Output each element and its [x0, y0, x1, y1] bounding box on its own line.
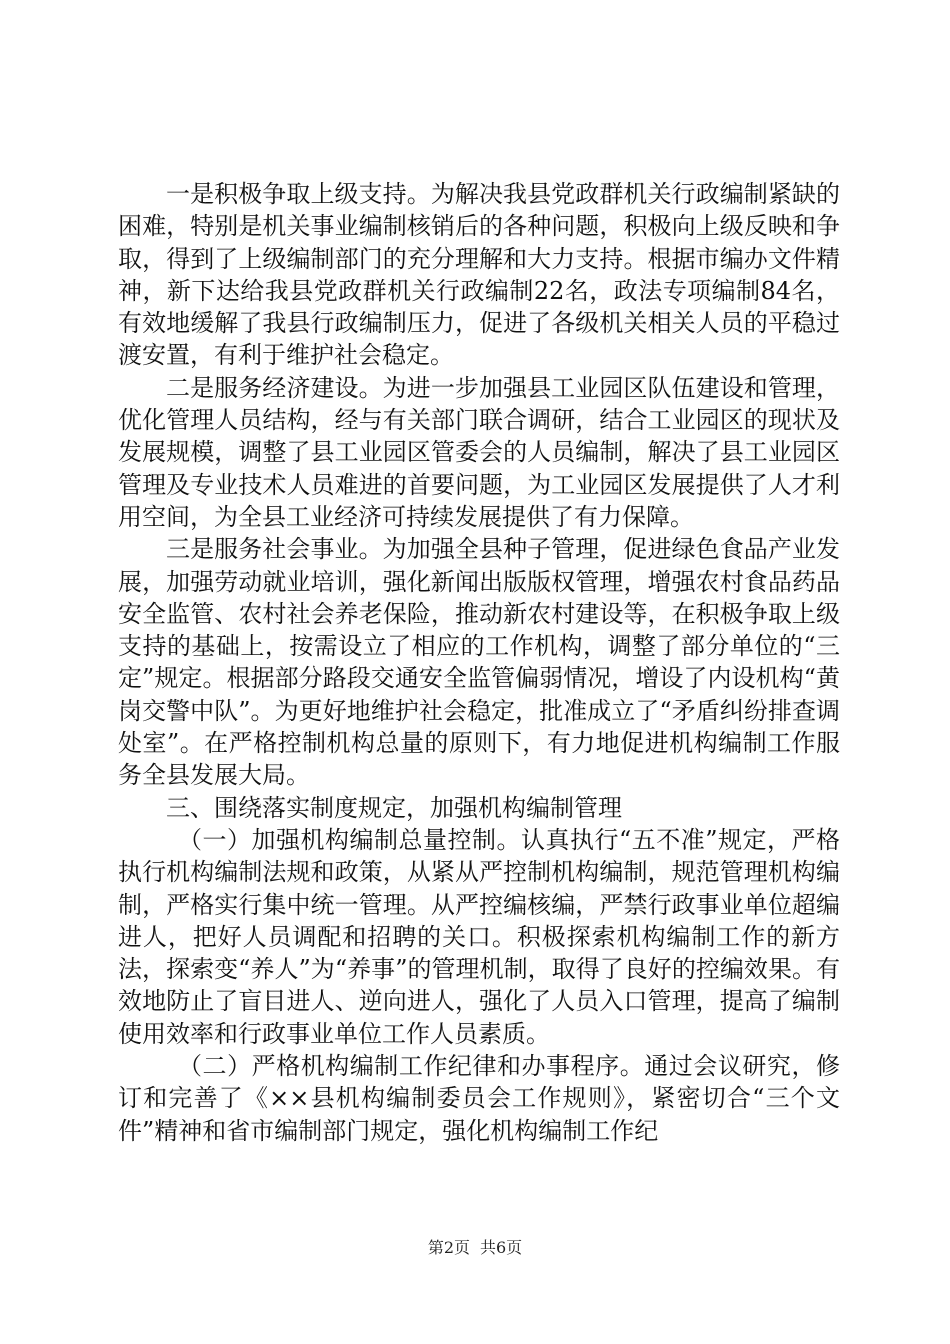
paragraph-social-affairs: 三是服务社会事业。为加强全县种子管理，促进绿色食品产业发展，加强劳动就业培训，强化新闻出版版权管理，增强农村食品药品安全监管、农村社会养老保险，推动新农村建设等，在积极争取上级支持的基础上，按需设立了相应的工作机构，调整了部分单位的“三定”规定。根据部分路段交通安全监管偏弱情况，增设了内设机构“黄岗交警中队”。为更好地维护社会稳定，批准成立了“矛盾纠纷排查调处室”。在严格控制机构总量的原则下，有力地促进机构编制工作服务全县发展大局。 — [118, 535, 840, 790]
paragraph-total-control: （一）加强机构编制总量控制。认真执行“五不准”规定，严格执行机构编制法规和政策，从紧从严控制机构编制，规范管理机构编制，严格实行集中统一管理。从严控编核编，严禁行政事业单位超编进人，把好人员调配和招聘的关口。积极探索机构编制工作的新方法，探索变“养人”为“养事”的管理机制，取得了良好的控编效果。有效地防止了盲目进人、逆向进人，强化了人员入口管理，提高了编制使用效率和行政事业单位工作人员素质。 — [118, 825, 840, 1048]
paragraph-economic-construction: 二是服务经济建设。为进一步加强县工业园区队伍建设和管理，优化管理人员结构，经与有关部门联合调研，结合工业园区的现状及发展规模，调整了县工业园区管委会的人员编制，解决了县工业园区管理及专业技术人员难进的首要问题，为工业园区发展提供了人才利用空间，为全县工业经济可持续发展提供了有力保障。 — [118, 373, 840, 531]
section-heading-management: 三、围绕落实制度规定，加强机构编制管理 — [166, 793, 622, 822]
page-footer — [0, 1238, 950, 1258]
paragraph-discipline-procedure: （二）严格机构编制工作纪律和办事程序。通过会议研究，修订和完善了《××县机构编制委员会工作规则》，紧密切合“三个文件”精神和省市编制部门规定，强化机构编制工作纪 — [118, 1052, 840, 1145]
document-body — [118, 178, 840, 1147]
paragraph-superior-support: 一是积极争取上级支持。为解决我县党政群机关行政编制紧缺的困难，特别是机关事业编制核销后的各种问题，积极向上级反映和争取，得到了上级编制部门的充分理解和大力支持。根据市编办文件精神，新下达给我县党政群机关行政编制22名，政法专项编制84名，有效地缓解了我县行政编制压力，促进了各级机关相关人员的平稳过渡安置，有利于维护社会稳定。 — [118, 180, 840, 370]
page-number-current: 第2页 — [427, 1238, 470, 1257]
page-number-total: 共6页 — [480, 1238, 523, 1257]
